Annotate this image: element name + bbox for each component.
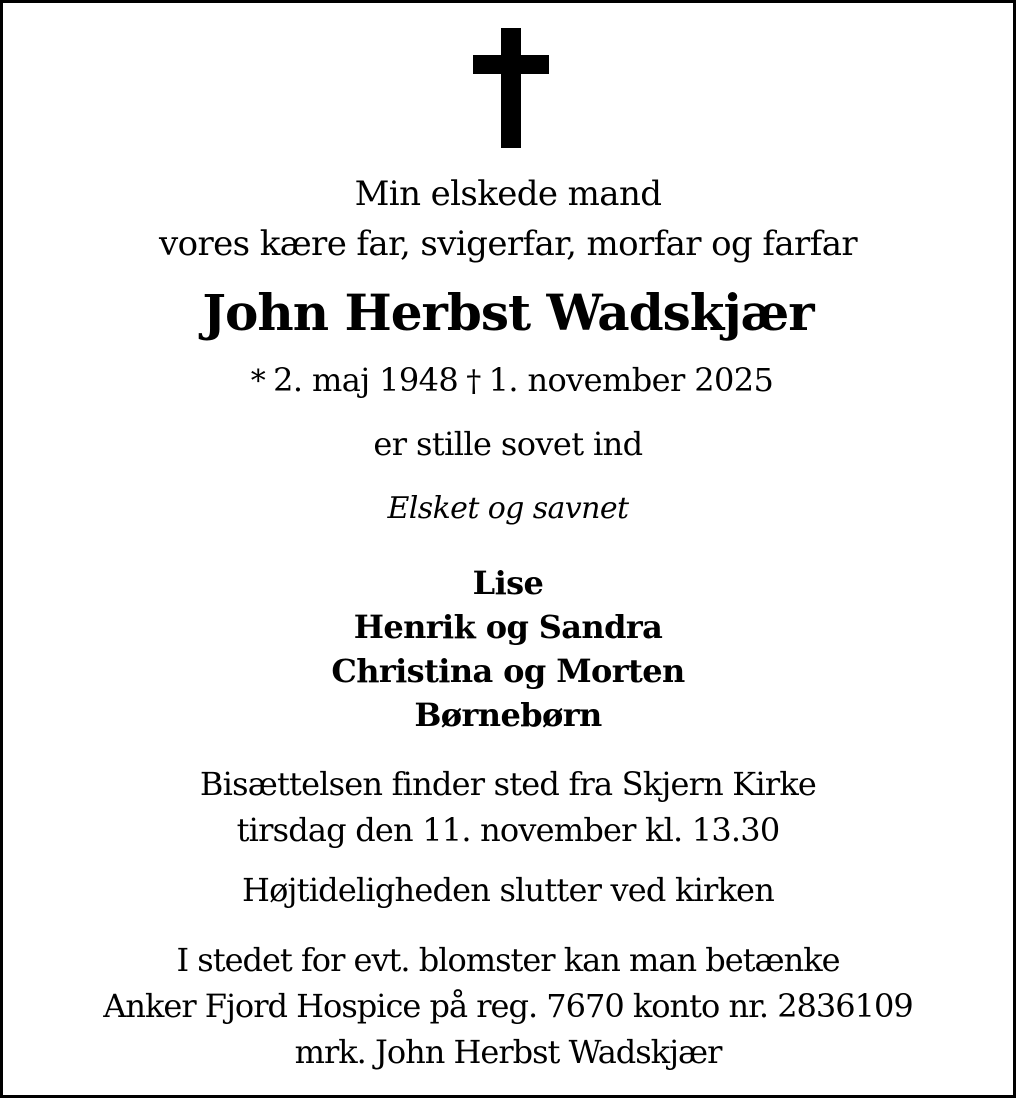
cross-icon xyxy=(473,28,549,148)
family-member: Henrik og Sandra xyxy=(353,608,663,646)
family-list xyxy=(3,561,1013,737)
loved-text: Elsket og savnet xyxy=(387,491,629,526)
born-symbol: * xyxy=(250,364,266,399)
passing-text: er stille sovet ind xyxy=(373,425,643,463)
ceremony-end-text: Højtideligheden slutter ved kirken xyxy=(241,871,775,909)
birth-date: 2. maj 1948 xyxy=(273,361,459,399)
service-info xyxy=(3,761,1013,853)
death-date: 1. november 2025 xyxy=(488,361,774,399)
died-symbol: † xyxy=(466,364,481,399)
intro-line: vores kære far, svigerfar, morfar og farfar xyxy=(158,224,858,264)
service-line: tirsdag den 11. november kl. 13.30 xyxy=(236,811,780,849)
service-line: Bisættelsen finder sted fra Skjern Kirke xyxy=(199,765,817,803)
flowers-line: I stedet for evt. blomster kan man betænke xyxy=(176,941,840,979)
flowers-line: Anker Fjord Hospice på reg. 7670 konto nr. 2836109 xyxy=(103,987,913,1025)
intro-line: Min elskede mand xyxy=(354,174,662,214)
family-member: Christina og Morten xyxy=(331,652,685,690)
flowers-line: mrk. John Herbst Wadskjær xyxy=(294,1033,722,1071)
intro-text xyxy=(3,169,1013,269)
deceased-name: John Herbst Wadskjær xyxy=(202,283,814,342)
life-dates xyxy=(3,361,1013,399)
family-member: Lise xyxy=(472,564,544,602)
family-member: Børnebørn xyxy=(414,696,602,734)
flowers-info xyxy=(3,937,1013,1075)
